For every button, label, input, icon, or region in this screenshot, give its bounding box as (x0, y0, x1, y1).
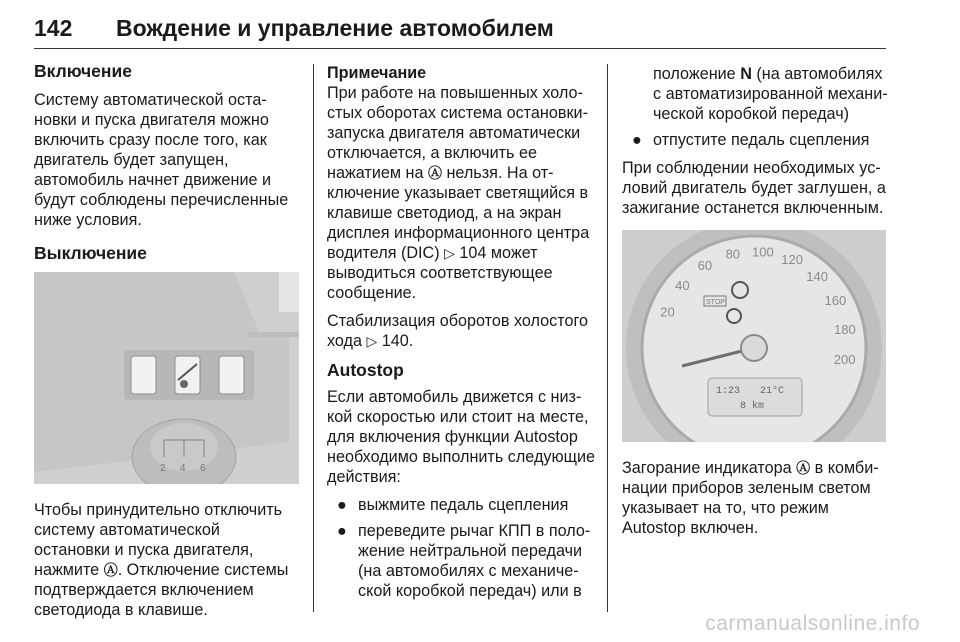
heading-autostop: Autostop (327, 360, 404, 380)
note-title: Примечание (327, 64, 427, 82)
page-number: 142 (34, 15, 73, 41)
autostop-text: Если автомобиль движется с низкой скоростью или стоит на месте, для включения функции Autostop необходимо выполнить следующие действия: (327, 388, 596, 486)
display-km: 8 km (740, 401, 765, 412)
gear-label-4: 4 (180, 463, 186, 474)
page-header (34, 8, 886, 49)
gear-label-6: 6 (200, 463, 206, 474)
gear-label-2: 2 (160, 463, 166, 474)
page-title: Вождение и управление автомобилем (116, 15, 554, 41)
display-temp: 21°C (760, 386, 785, 397)
bullet-icon: ● (632, 131, 642, 149)
column-divider-1 (313, 64, 314, 612)
speed-label: 60 (697, 258, 713, 274)
para-off: Чтобы принудительно отключить систему автоматической остановки и пуска двигателя, нажмите Ⓐ. Отключение системы подтверждается включением светодиода в клавише. (34, 501, 289, 619)
column-1 (34, 60, 299, 632)
column-2 (327, 63, 597, 609)
speed-label: 180 (834, 321, 856, 337)
idle-text: Стабилизация оборотов холостого хода ▷ 140. (327, 312, 589, 350)
list-item: ● переведите рычаг КПП в положение нейтральной передачи (на автомобилях с механической коробкой передач) или в (337, 522, 591, 600)
heading-on: Включение (34, 61, 132, 81)
speed-label: 100 (752, 244, 774, 260)
column-divider-2 (607, 64, 608, 612)
speedometer-illustration (622, 230, 886, 442)
autostop-steps (327, 495, 597, 601)
list-item: ● отпустите педаль сцепления (632, 131, 870, 149)
bullet-icon: ● (337, 522, 347, 540)
column-3 (622, 64, 890, 550)
autostop-off-icon: Ⓐ (427, 165, 442, 181)
list-item-continued: положение N (на автомобилях с автоматизированной механической коробкой передач) (653, 65, 888, 123)
bullet-icon: ● (337, 496, 347, 514)
speed-label: 160 (824, 293, 847, 309)
note-text: При работе на повышенных холостых оборотах система остановки-запуска двигателя автоматически отключается, а включить ее нажатием на Ⓐ нельзя. На отключение указывает светящийся в клавише светодиод, а на экран дисплея информационного центра водителя (DIC) ▷ 104 может выводиться соответствующее сообщение. (327, 84, 590, 302)
console-switch-illustration (34, 272, 299, 484)
console-switch-image (34, 272, 299, 484)
autostop-steps-continued (622, 130, 890, 150)
autostop-icon: Ⓐ (796, 460, 811, 476)
speed-label: 40 (675, 278, 690, 294)
speed-label: 80 (725, 246, 741, 262)
note-block (327, 63, 597, 351)
watermark: carmanualsonline.info (705, 612, 920, 635)
page-ref-140[interactable]: 140. (381, 332, 414, 350)
speed-label: 20 (660, 304, 675, 320)
para-result: При соблюдении необходимых условий двигатель будет заглушен, а зажигание останется включенным. (622, 159, 886, 217)
speed-label: 200 (833, 352, 856, 367)
speed-label: 140 (806, 269, 828, 285)
reference-arrow-icon: ▷ (444, 245, 455, 261)
display-time: 1:23 (716, 386, 741, 397)
heading-off: Выключение (34, 243, 147, 263)
list-item: ● выжмите педаль сцепления (337, 496, 569, 514)
stop-lamp-label: STOP (706, 299, 725, 306)
autostop-off-icon: Ⓐ (103, 562, 118, 578)
caption: Загорание индикатора Ⓐ в комбинации приборов зеленым светом указывает на то, что режим Autostop включен. (622, 459, 879, 537)
instrument-cluster-image (622, 230, 886, 442)
para-on: Систему автоматической остановки и пуска двигателя можно включить сразу после того, как двигатель будет запущен, автомобиль начнет движение и будут соблюдены перечисленные ниже условия. (34, 91, 289, 229)
reference-arrow-icon: ▷ (366, 333, 378, 349)
page-ref-104[interactable]: 104 (459, 244, 487, 262)
gear-n-label: N (740, 65, 752, 83)
speed-label: 120 (781, 252, 803, 268)
